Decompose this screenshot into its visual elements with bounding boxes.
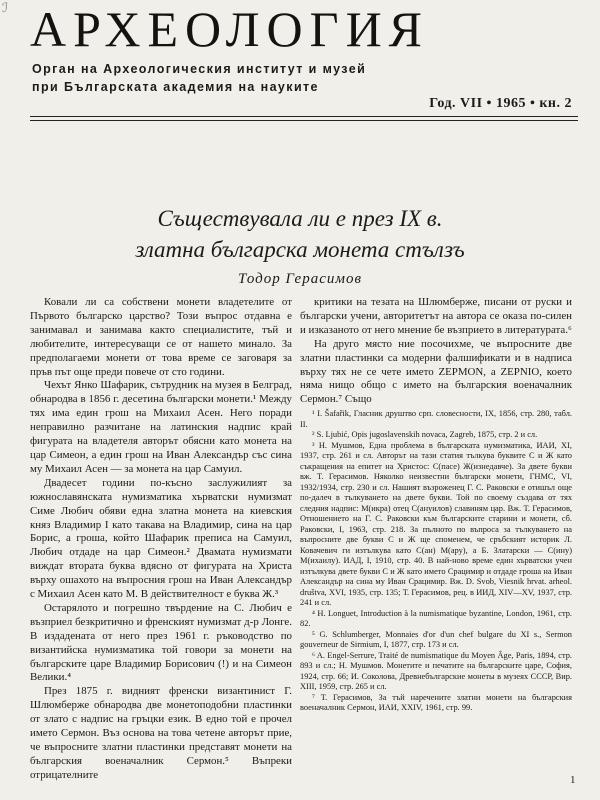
paragraph: Остарялото и погрешно твърдение на С. Любич е възприел безкритично и френският нумизмат д-р Лонге. В издадената от него през 1961 г. ръководство по византийска нумизматика той говори за монети на българските царе Владимир Борисович (!) и на Симеон Велики.⁴ xyxy=(30,601,292,684)
footnote: ⁶ A. Engel-Serrure, Traité de numismatique du Moyen Âge, Paris, 1894, стр. 893 и сл.; Н. Мушмов. Монетите и печатите на българските царе, София, 1924, стр. 66; И. Соколова, Древнебългарские монеты в музеях СССР, Вир. XIII, 1959, стр. 265 и сл. xyxy=(300,650,572,692)
page-number: 1 xyxy=(570,774,576,786)
article-title-line1: Съществувала ли е през IX в. xyxy=(157,206,443,231)
footnote: ⁵ G. Schlumberger, Monnaies d'or d'un chef bulgare du XI s., Sermon gouverneur de Sirmium, I, 1877, стр. 173 и сл. xyxy=(300,629,572,650)
corner-mark: ℐ xyxy=(2,0,9,15)
footnote: ¹ I. Šafařik, Гласник друштво срп. словесности, IX, 1856, стр. 280, табл. II. xyxy=(300,409,572,429)
header-rule-thin xyxy=(30,120,578,121)
journal-subtitle-line2: при Българската академия на науките xyxy=(32,80,319,94)
footnote: ⁷ Т. Герасимов, За тъй наречените златни монети на българския военачалник Сермон, ИАИ, XXIV, 1961, стр. 99. xyxy=(300,692,572,713)
paragraph: критики на тезата на Шлюмберже, писани от руски и български учени, авторитетът на автора се оказа по-силен и изказаното от него мнение бе възприето в литературата.⁶ xyxy=(300,296,572,336)
right-column xyxy=(300,296,572,714)
journal-subtitle xyxy=(32,60,572,96)
footnote: ² S. Ljubić, Opis jugoslavenskih novaca, Zagreb, 1875, стр. 2 и сл. xyxy=(312,430,538,440)
paragraph: Двадесет години по-късно заслужилият за южнославянската нумизматика хърватски нумизмат Симе Любич обяви една златна монета на киевския княз Владимир I като такава на Владимир, сина на цар Борис, а гроша, който Шафарик преписа на Самуил, Любич отдаде на цар Симеон.² Двамата нумизмати виждат втората буква вдясно от фигурата на Христа върху ошахото на въпросния грош на Иван Александър с Михаил Асен като М. В действителност е буква Ж.³ xyxy=(30,476,292,601)
paragraph: На друго място ние посочихме, че въпросните две златни пластинки са модерни фалшификати и в надписа върху тях не се чете името ZEPMON, а ZEPNIO, което няма нищо общо с името на българския военачалник Сермон.⁷ Също xyxy=(300,337,572,406)
article-author: Тодор Герасимов xyxy=(238,271,362,287)
journal-title: АРХЕОЛОГИЯ xyxy=(30,1,430,57)
footnotes xyxy=(300,409,572,714)
paragraph: Ковали ли са собствени монети владетелите от Първото българско царство? Този въпрос отдавна е занимавал и занимава както специалистите, тъй и любителите, интересуващи се от нашето минало. За предполагаеми монети от това време се заговаря за пръв път още преди повече от сто години. xyxy=(30,296,292,378)
left-column xyxy=(30,296,292,783)
journal-subtitle-line1: Орган на Археологическия институт и музей xyxy=(32,62,367,76)
header-rule xyxy=(30,116,578,117)
article-title-line2: златна българска монета стълзъ xyxy=(135,237,465,262)
footnote: ³ Н. Мушмов, Една проблема в българската нумизматика, ИАИ, XI, 1937, стр. 261 и сл. Авторът на тази статия тълкува буквите С и Ж като съкращения на епитет на Христос: С(пасе) Ж(изнедавче). За двете букви вж. Т. Герасимов. Няколко неизвестни български монети, ГНМС, VI, 1932/1934, стр. 230 и сл. Нашият възроженец Г. С. Раковски е отишъл още по-далеч в тълкуването на двете букви. Той по своему създава от тях следния надпис: М(икра) отец С(ануилов) славиням цар. Вж. Т. Герасимов, Отношението на Г. С. Раковски към българските старини и монети, сб. Раковски, I, 1963, стр. 218. За пълното по въпроса за тълкуването на въпросните две букви С и Ж ще споменем, че сръбският историк Л. Ковачевич ги изтълкува като С(ан) М(ару), а Б. Златарски — С(ину) М(ихаилу). ИАД, I, 1910, стр. 40. В най-ново време един хърватски учен изтълкува двете букви С и Ж като името Срацимир и отдаде гроша на Иван Александър на сина му Иван Срацимир. Вж. D. Svob, Viesnik hrvat. arheol. društva, XVI, 1935, стр. 135; Т. Герасимов, рец. в ИИД, XIV—XV, 1937, стр. 241 и сл. xyxy=(300,440,572,608)
issue-info: Год. VII • 1965 • кн. 2 xyxy=(429,96,572,111)
paragraph: Чехът Янко Шафарик, сътрудник на музея в Белград, обнародва в 1856 г. десетина български монети.¹ Между тях има един грош на Михаил Асен. Него поради неправилно разчитане на латинския надпис край фигурата на владетеля авторът обясни като монета на цар Симеон, а един грош на Иван Александър със сина му Михаил Асен — за монета на цар Самуил. xyxy=(30,379,292,475)
paragraph: През 1875 г. видният френски византинист Г. Шлюмберже обнародва две монетоподобни пластинки от злато с надпис на гръцки език. В едно той е прочел името Сермон. Въз основа на това четене авторът прие, че въпросните златни пластинки представят монети на българския военачалник Сермон.⁵ Въпреки отрицателните xyxy=(30,685,292,781)
footnote: ⁴ H. Longuet, Introduction à la numismatique byzantine, London, 1961, стр. 82. xyxy=(300,608,572,629)
